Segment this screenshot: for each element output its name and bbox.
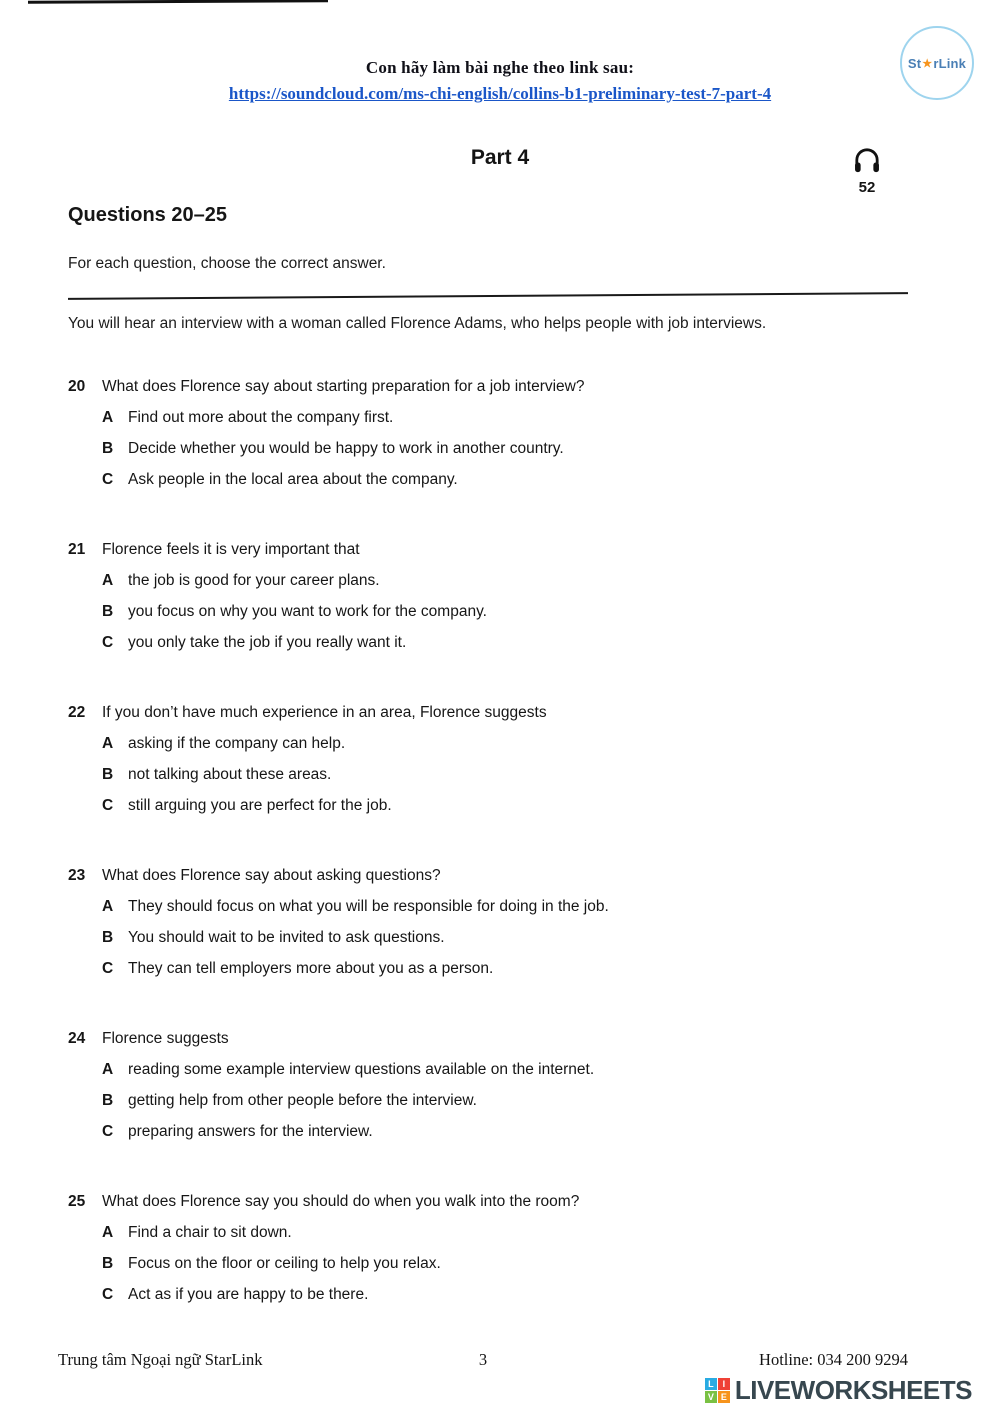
option-text: not talking about these areas. — [128, 766, 332, 783]
question-line — [68, 534, 908, 565]
option-25-c[interactable] — [68, 1279, 908, 1310]
question-number: 23 — [68, 867, 86, 884]
starlink-logo-prefix: St — [907, 55, 922, 71]
question-text: What does Florence say about starting preparation for a job interview? — [102, 378, 585, 395]
option-21-a[interactable] — [68, 565, 908, 596]
option-letter: B — [102, 603, 114, 620]
question-text: What does Florence say you should do when you walk into the room? — [102, 1193, 580, 1210]
liveworksheets-logo — [705, 1375, 972, 1406]
option-text: reading some example interview questions available on the internet. — [128, 1061, 595, 1078]
option-letter: A — [102, 572, 114, 589]
footer-organization: Trung tâm Ngoại ngữ StarLink — [58, 1350, 263, 1369]
option-letter: C — [102, 1123, 114, 1140]
question-20 — [68, 371, 908, 495]
option-letter: C — [102, 960, 114, 977]
option-21-c[interactable] — [68, 627, 908, 658]
question-text: What does Florence say about asking questions? — [102, 867, 441, 884]
liveworksheets-grid-icon — [705, 1378, 730, 1403]
question-text: If you don’t have much experience in an area, Florence suggests — [102, 704, 547, 721]
question-line — [68, 1186, 908, 1217]
part-title: Part 4 — [470, 146, 530, 169]
option-text: you focus on why you want to work for the company. — [128, 603, 487, 620]
question-number: 22 — [68, 704, 86, 721]
question-line — [68, 371, 908, 402]
option-text: You should wait to be invited to ask questions. — [128, 929, 445, 946]
option-text: you only take the job if you really want it. — [128, 634, 407, 651]
grid-letter-v: V — [705, 1391, 717, 1403]
option-text: the job is good for your career plans. — [128, 572, 380, 589]
starlink-logo — [900, 26, 974, 100]
option-22-a[interactable] — [68, 728, 908, 759]
option-letter: C — [102, 1286, 114, 1303]
liveworksheets-wordmark: LIVEWORKSHEETS — [734, 1375, 972, 1405]
option-letter: B — [102, 1092, 114, 1109]
option-letter: A — [102, 1061, 114, 1078]
option-21-b[interactable] — [68, 596, 908, 627]
option-letter: A — [102, 1224, 114, 1241]
star-icon: ★ — [922, 57, 933, 70]
question-line — [68, 860, 908, 891]
footer — [0, 1350, 1000, 1370]
option-20-a[interactable] — [68, 402, 908, 433]
option-text: Act as if you are happy to be there. — [128, 1286, 369, 1303]
option-text: asking if the company can help. — [128, 735, 346, 752]
divider-line — [68, 292, 908, 300]
question-text: Florence feels it is very important that — [102, 541, 360, 558]
questions-heading: Questions 20–25 — [68, 204, 227, 226]
option-22-b[interactable] — [68, 759, 908, 790]
option-text: preparing answers for the interview. — [128, 1123, 373, 1140]
footer-hotline: Hotline: 034 200 9294 — [759, 1350, 908, 1369]
option-23-a[interactable] — [68, 891, 908, 922]
question-line — [68, 697, 908, 728]
question-22 — [68, 697, 908, 821]
question-number: 21 — [68, 541, 86, 558]
audio-track-number: 52 — [858, 179, 876, 196]
question-number: 25 — [68, 1193, 86, 1210]
option-letter: B — [102, 929, 114, 946]
header — [0, 0, 1000, 104]
question-23 — [68, 860, 908, 984]
section-instruction: For each question, choose the correct answer. — [68, 255, 386, 272]
option-23-c[interactable] — [68, 953, 908, 984]
headphones-icon — [851, 161, 883, 178]
starlink-logo-suffix: rLink — [933, 55, 967, 71]
question-25 — [68, 1186, 908, 1310]
questions-list — [68, 371, 908, 1310]
option-text: They should focus on what you will be responsible for doing in the job. — [128, 898, 609, 915]
grid-letter-i: I — [718, 1378, 730, 1390]
option-23-b[interactable] — [68, 922, 908, 953]
soundcloud-link[interactable]: https://soundcloud.com/ms-chi-english/collins-b1-preliminary-test-7-part-4 — [228, 84, 772, 103]
option-letter: B — [102, 766, 114, 783]
question-21 — [68, 534, 908, 658]
header-instruction: Con hãy làm bài nghe theo link sau: — [365, 58, 635, 77]
option-20-b[interactable] — [68, 433, 908, 464]
question-number: 20 — [68, 378, 86, 395]
option-20-c[interactable] — [68, 464, 908, 495]
option-letter: A — [102, 735, 114, 752]
context-text: You will hear an interview with a woman called Florence Adams, who helps people with job interviews. — [68, 315, 767, 332]
question-24 — [68, 1023, 908, 1147]
option-24-c[interactable] — [68, 1116, 908, 1147]
option-text: They can tell employers more about you as a person. — [128, 960, 494, 977]
audio-badge[interactable] — [846, 146, 888, 196]
option-letter: A — [102, 409, 114, 426]
grid-letter-l: L — [705, 1378, 717, 1390]
option-24-a[interactable] — [68, 1054, 908, 1085]
option-letter: C — [102, 471, 114, 488]
option-text: Ask people in the local area about the company. — [128, 471, 458, 488]
option-text: getting help from other people before the interview. — [128, 1092, 477, 1109]
option-text: Find out more about the company first. — [128, 409, 394, 426]
option-letter: C — [102, 797, 114, 814]
option-text: still arguing you are perfect for the job. — [128, 797, 392, 814]
option-letter: B — [102, 440, 114, 457]
option-letter: B — [102, 1255, 114, 1272]
option-text: Find a chair to sit down. — [128, 1224, 292, 1241]
question-text: Florence suggests — [102, 1030, 229, 1047]
option-text: Focus on the floor or ceiling to help you relax. — [128, 1255, 441, 1272]
option-letter: C — [102, 634, 114, 651]
option-text: Decide whether you would be happy to work in another country. — [128, 440, 564, 457]
content — [0, 204, 1000, 1310]
question-line — [68, 1023, 908, 1054]
option-22-c[interactable] — [68, 790, 908, 821]
option-24-b[interactable] — [68, 1085, 908, 1116]
grid-letter-e: E — [718, 1391, 730, 1403]
page-number: 3 — [478, 1350, 488, 1369]
option-letter: A — [102, 898, 114, 915]
question-number: 24 — [68, 1030, 86, 1047]
option-25-b[interactable] — [68, 1248, 908, 1279]
option-25-a[interactable] — [68, 1217, 908, 1248]
